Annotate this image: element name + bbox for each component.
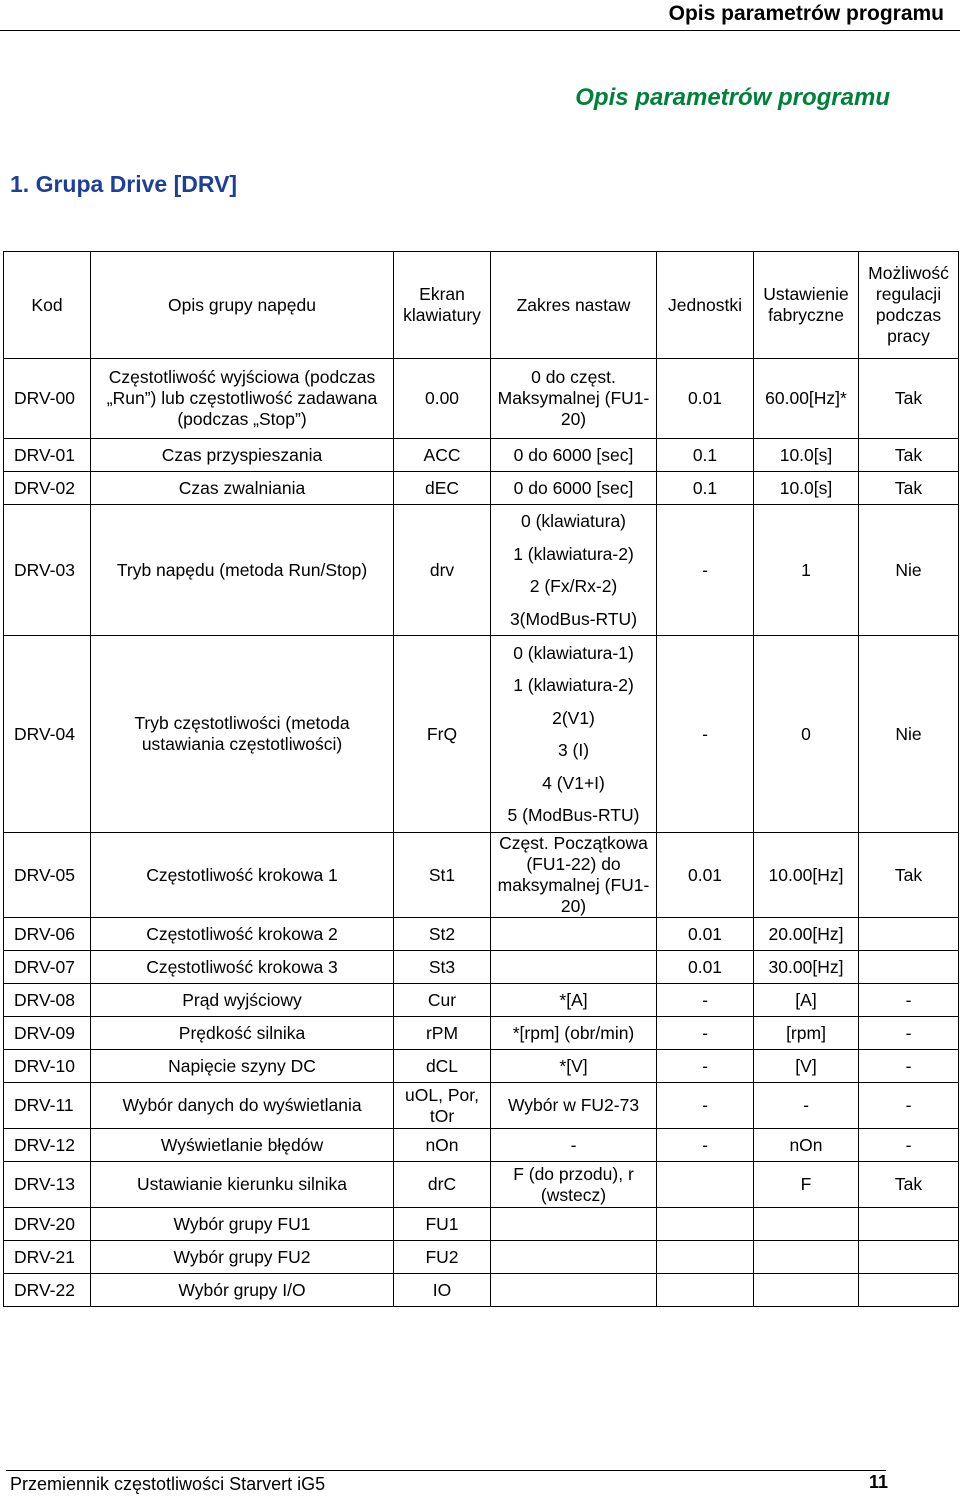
table-row <box>4 1129 959 1162</box>
cell-jednostki: 0.1 <box>657 439 754 472</box>
cell-opis: Tryb częstotliwości (metoda ustawiania częstotliwości) <box>91 636 394 833</box>
cell-ekran: IO <box>394 1274 491 1307</box>
cell-opis: Częstotliwość krokowa 1 <box>91 833 394 918</box>
cell-mozliwosc: - <box>859 1083 959 1129</box>
col-header-ekran: Ekran klawiatury <box>394 252 491 359</box>
table-row <box>4 1208 959 1241</box>
cell-zakres: F (do przodu), r (wstecz) <box>491 1162 657 1208</box>
cell-mozliwosc <box>859 1274 959 1307</box>
cell-mozliwosc: Nie <box>859 505 959 636</box>
cell-zakres <box>491 505 657 636</box>
cell-mozliwosc <box>859 1241 959 1274</box>
cell-ekran: St2 <box>394 918 491 951</box>
section-title: Opis parametrów programu <box>575 84 890 111</box>
cell-mozliwosc: Tak <box>859 833 959 918</box>
footer-rule <box>6 1470 886 1471</box>
group-heading: 1. Grupa Drive [DRV] <box>10 171 238 197</box>
cell-kod: DRV-12 <box>4 1129 91 1162</box>
cell-mozliwosc <box>859 918 959 951</box>
cell-opis: Częstotliwość krokowa 3 <box>91 951 394 984</box>
cell-jednostki <box>657 1162 754 1208</box>
cell-ekran: FrQ <box>394 636 491 833</box>
cell-mozliwosc: - <box>859 1050 959 1083</box>
cell-zakres: Wybór w FU2-73 <box>491 1083 657 1129</box>
table-row <box>4 1050 959 1083</box>
col-header-kod: Kod <box>4 252 91 359</box>
cell-jednostki: - <box>657 1129 754 1162</box>
cell-ustawienie: 30.00[Hz] <box>754 951 859 984</box>
cell-ekran: 0.00 <box>394 359 491 439</box>
cell-ustawienie: F <box>754 1162 859 1208</box>
cell-kod: DRV-10 <box>4 1050 91 1083</box>
cell-jednostki: 0.01 <box>657 918 754 951</box>
table-row <box>4 505 959 636</box>
cell-mozliwosc: Tak <box>859 439 959 472</box>
cell-ustawienie: 10.00[Hz] <box>754 833 859 918</box>
table-row <box>4 1274 959 1307</box>
cell-opis: Czas przyspieszania <box>91 439 394 472</box>
cell-mozliwosc: Tak <box>859 472 959 505</box>
cell-kod: DRV-11 <box>4 1083 91 1129</box>
cell-kod: DRV-06 <box>4 918 91 951</box>
cell-ustawienie <box>754 1208 859 1241</box>
range-option: 3(ModBus-RTU) <box>509 608 638 629</box>
cell-jednostki: 0.01 <box>657 359 754 439</box>
cell-mozliwosc: Tak <box>859 359 959 439</box>
cell-kod: DRV-02 <box>4 472 91 505</box>
cell-ustawienie: - <box>754 1083 859 1129</box>
table-row <box>4 359 959 439</box>
cell-jednostki <box>657 1241 754 1274</box>
range-option: 2 (Fx/Rx-2) <box>529 576 618 596</box>
cell-jednostki: - <box>657 505 754 636</box>
cell-ustawienie: 10.0[s] <box>754 472 859 505</box>
cell-kod: DRV-22 <box>4 1274 91 1307</box>
cell-jednostki: 0.01 <box>657 951 754 984</box>
cell-opis: Prędkość silnika <box>91 1017 394 1050</box>
cell-ekran: nOn <box>394 1129 491 1162</box>
col-header-ustawienie: Ustawienie fabryczne <box>754 252 859 359</box>
range-option: 1 (klawiatura-2) <box>513 543 634 564</box>
page-number: 11 <box>868 1472 888 1492</box>
cell-mozliwosc <box>859 1208 959 1241</box>
cell-zakres: Częst. Początkowa (FU1-22) do maksymalnej (FU1-20) <box>491 833 657 918</box>
col-header-jednostki: Jednostki <box>657 252 754 359</box>
col-header-mozliwosc: Możliwość regulacji podczas pracy <box>859 252 959 359</box>
range-option: 2(V1) <box>552 707 595 728</box>
cell-opis: Wybór grupy I/O <box>91 1274 394 1307</box>
parameters-table <box>3 251 959 1307</box>
cell-ekran: Cur <box>394 984 491 1017</box>
cell-ekran: ACC <box>394 439 491 472</box>
cell-jednostki: - <box>657 1017 754 1050</box>
table-row <box>4 1083 959 1129</box>
cell-ustawienie: 20.00[Hz] <box>754 918 859 951</box>
cell-kod: DRV-05 <box>4 833 91 918</box>
cell-zakres <box>491 1241 657 1274</box>
cell-opis: Wyświetlanie błędów <box>91 1129 394 1162</box>
cell-kod: DRV-09 <box>4 1017 91 1050</box>
cell-zakres <box>491 951 657 984</box>
cell-ekran: St1 <box>394 833 491 918</box>
footer-text: Przemiennik częstotliwości Starvert iG5 <box>10 1474 326 1494</box>
cell-ekran: dEC <box>394 472 491 505</box>
table-header-row <box>4 252 959 359</box>
header-rule <box>0 30 960 31</box>
cell-zakres: *[V] <box>491 1050 657 1083</box>
cell-mozliwosc: Tak <box>859 1162 959 1208</box>
cell-opis: Ustawianie kierunku silnika <box>91 1162 394 1208</box>
running-header: Opis parametrów programu <box>668 2 944 25</box>
cell-ustawienie <box>754 1241 859 1274</box>
cell-kod: DRV-00 <box>4 359 91 439</box>
cell-mozliwosc: Nie <box>859 636 959 833</box>
cell-zakres <box>491 1208 657 1241</box>
cell-opis: Wybór danych do wyświetlania <box>91 1083 394 1129</box>
table-row <box>4 1241 959 1274</box>
table-row <box>4 833 959 918</box>
cell-kod: DRV-07 <box>4 951 91 984</box>
cell-mozliwosc: - <box>859 1129 959 1162</box>
cell-zakres: 0 do 6000 [sec] <box>491 439 657 472</box>
cell-ekran: dCL <box>394 1050 491 1083</box>
cell-jednostki: 0.1 <box>657 472 754 505</box>
cell-jednostki: 0.01 <box>657 833 754 918</box>
range-option: 1 (klawiatura-2) <box>513 675 634 695</box>
cell-kod: DRV-08 <box>4 984 91 1017</box>
cell-opis: Częstotliwość krokowa 2 <box>91 918 394 951</box>
table-row <box>4 1017 959 1050</box>
col-header-zakres: Zakres nastaw <box>491 252 657 359</box>
cell-opis: Częstotliwość wyjściowa (podczas „Run”) lub częstotliwość zadawana (podczas „Stop”) <box>91 359 394 439</box>
cell-opis: Prąd wyjściowy <box>91 984 394 1017</box>
cell-ustawienie <box>754 1274 859 1307</box>
cell-kod: DRV-03 <box>4 505 91 636</box>
cell-ekran: drC <box>394 1162 491 1208</box>
table-row <box>4 472 959 505</box>
table-row <box>4 439 959 472</box>
cell-mozliwosc: - <box>859 984 959 1017</box>
table-row <box>4 636 959 833</box>
cell-ekran: St3 <box>394 951 491 984</box>
cell-kod: DRV-21 <box>4 1241 91 1274</box>
cell-jednostki: - <box>657 1050 754 1083</box>
cell-ekran: FU1 <box>394 1208 491 1241</box>
range-option: 3 (I) <box>557 740 590 760</box>
cell-opis: Tryb napędu (metoda Run/Stop) <box>91 505 394 636</box>
cell-mozliwosc <box>859 951 959 984</box>
cell-jednostki <box>657 1208 754 1241</box>
table-row <box>4 951 959 984</box>
range-option: 0 (klawiatura-1) <box>513 642 634 663</box>
table-row <box>4 984 959 1017</box>
cell-ustawienie: 0 <box>754 636 859 833</box>
cell-zakres: - <box>491 1129 657 1162</box>
cell-zakres <box>491 918 657 951</box>
range-option: 5 (ModBus-RTU) <box>507 805 640 825</box>
cell-zakres: 0 do częst. Maksymalnej (FU1-20) <box>491 359 657 439</box>
cell-kod: DRV-01 <box>4 439 91 472</box>
range-option: 4 (V1+I) <box>542 772 605 793</box>
cell-kod: DRV-13 <box>4 1162 91 1208</box>
cell-zakres: 0 do 6000 [sec] <box>491 472 657 505</box>
cell-zakres: *[rpm] (obr/min) <box>491 1017 657 1050</box>
col-header-opis: Opis grupy napędu <box>91 252 394 359</box>
cell-jednostki: - <box>657 636 754 833</box>
cell-opis: Wybór grupy FU1 <box>91 1208 394 1241</box>
table-row <box>4 918 959 951</box>
cell-mozliwosc: - <box>859 1017 959 1050</box>
cell-zakres <box>491 1274 657 1307</box>
cell-zakres <box>491 636 657 833</box>
cell-ustawienie: 10.0[s] <box>754 439 859 472</box>
cell-ustawienie: [A] <box>754 984 859 1017</box>
cell-jednostki: - <box>657 984 754 1017</box>
cell-ekran: uOL, Por, tOr <box>394 1083 491 1129</box>
cell-jednostki <box>657 1274 754 1307</box>
cell-zakres: *[A] <box>491 984 657 1017</box>
cell-kod: DRV-04 <box>4 636 91 833</box>
cell-jednostki: - <box>657 1083 754 1129</box>
cell-ustawienie: nOn <box>754 1129 859 1162</box>
cell-ekran: drv <box>394 505 491 636</box>
cell-opis: Czas zwalniania <box>91 472 394 505</box>
range-option: 0 (klawiatura) <box>520 511 627 531</box>
cell-opis: Wybór grupy FU2 <box>91 1241 394 1274</box>
cell-opis: Napięcie szyny DC <box>91 1050 394 1083</box>
cell-ekran: rPM <box>394 1017 491 1050</box>
cell-ustawienie: 1 <box>754 505 859 636</box>
cell-ustawienie: [V] <box>754 1050 859 1083</box>
cell-ustawienie: [rpm] <box>754 1017 859 1050</box>
cell-ustawienie: 60.00[Hz]* <box>754 359 859 439</box>
table-row <box>4 1162 959 1208</box>
cell-kod: DRV-20 <box>4 1208 91 1241</box>
cell-ekran: FU2 <box>394 1241 491 1274</box>
